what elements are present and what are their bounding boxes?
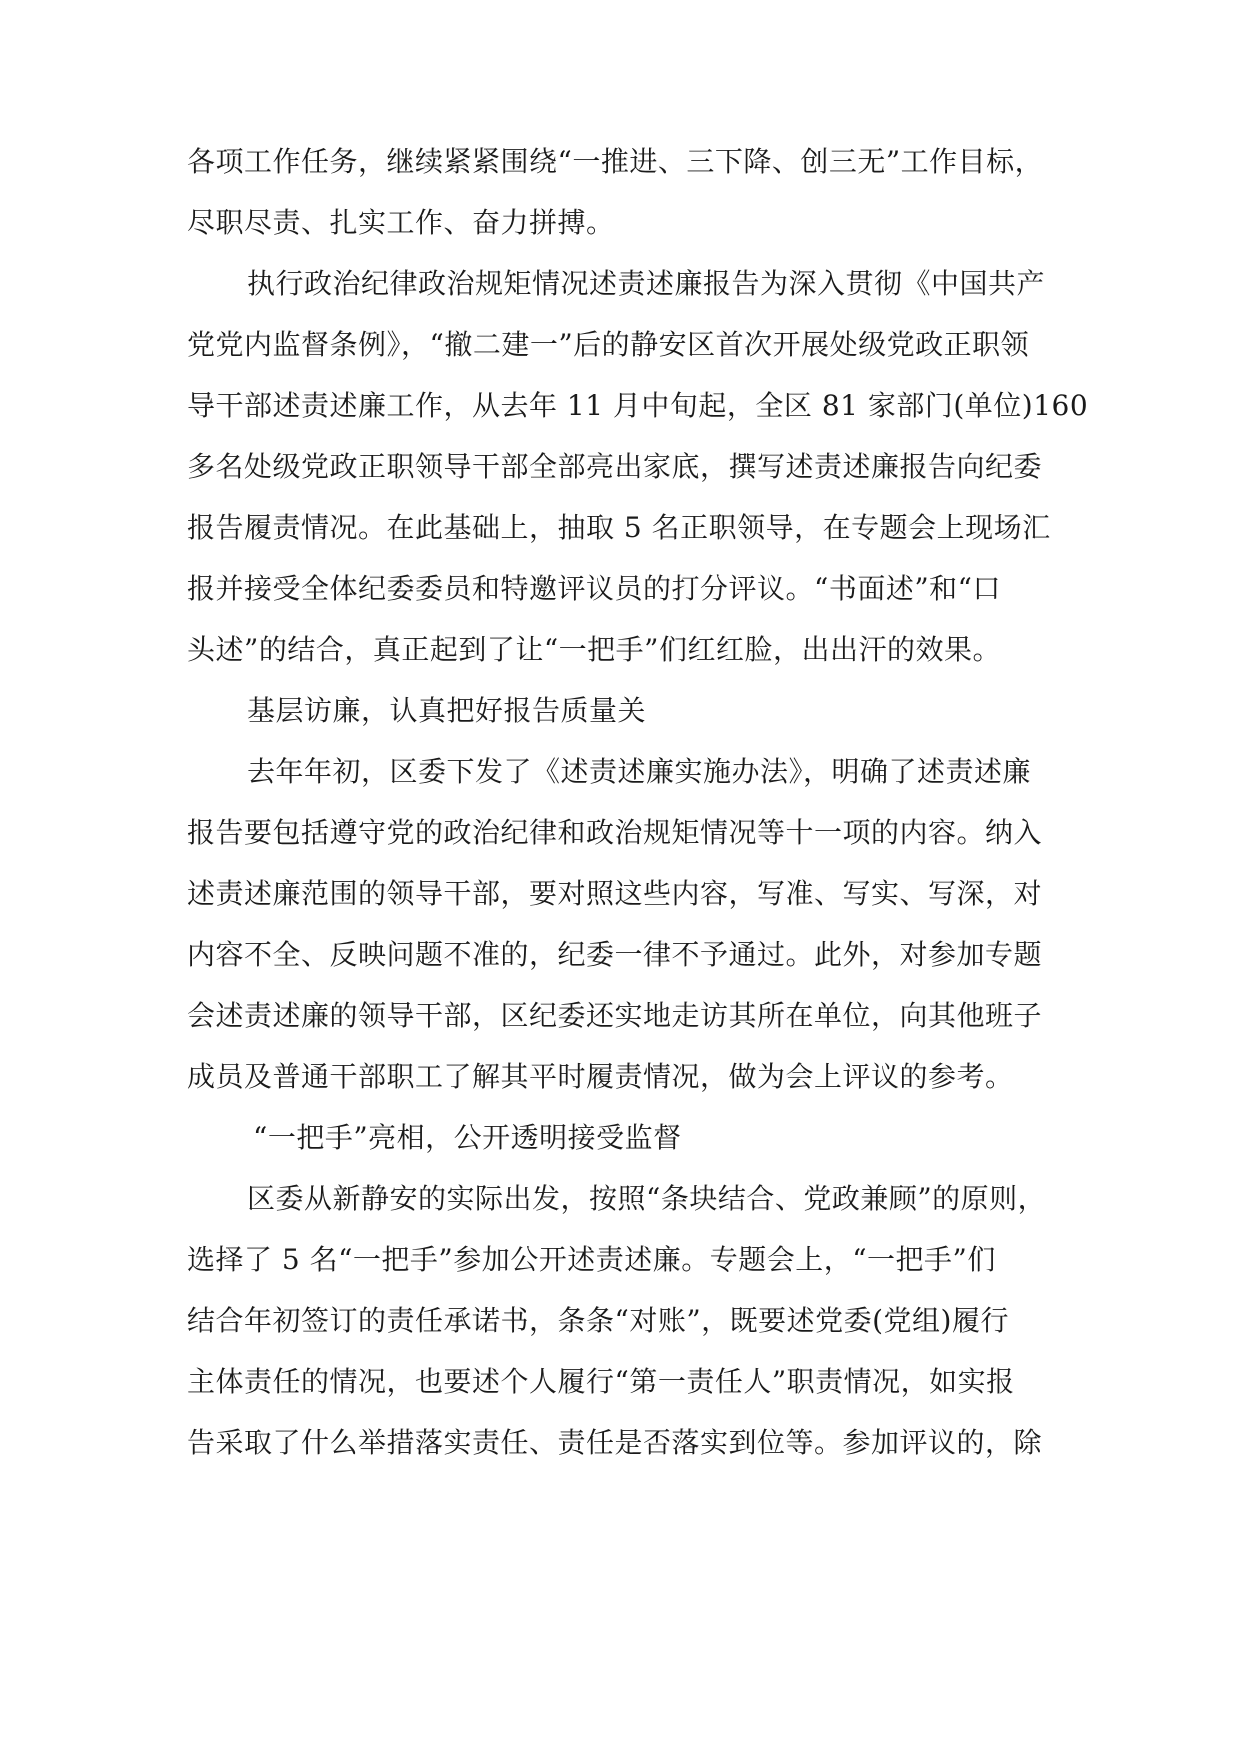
body-text-line: 导干部述责述廉工作，从去年 11 月中旬起，全区 81 家部门(单位)160 [187,389,1089,422]
body-text-line: 结合年初签订的责任承诺书，条条“对账”，既要述党委(党组)履行 [187,1304,1009,1337]
body-text-line: 主体责任的情况，也要述个人履行“第一责任人”职责情况，如实报 [187,1365,1015,1398]
body-text-line: 党党内监督条例》，“撤二建一”后的静安区首次开展处级党政正职领 [187,328,1030,361]
body-text-line: 内容不全、反映问题不准的，纪委一律不予通过。此外，对参加专题 [187,938,1043,971]
section-heading: 基层访廉，认真把好报告质量关 [247,694,647,727]
paragraph-first-line: 去年年初，区委下发了《述责述廉实施办法》，明确了述责述廉 [247,755,1032,788]
body-text-line: 尽职尽责、扎实工作、奋力拼搏。 [187,206,615,239]
body-text-line: 头述”的结合，真正起到了让“一把手”们红红脸，出出汗的效果。 [187,633,1001,666]
body-text-line: 报并接受全体纪委委员和特邀评议员的打分评议。“书面述”和“口 [187,572,1001,605]
section-heading: “一把手”亮相，公开透明接受监督 [253,1121,682,1154]
body-text-line: 报告履责情况。在此基础上，抽取 5 名正职领导，在专题会上现场汇 [187,511,1051,544]
body-text-line: 各项工作任务，继续紧紧围绕“一推进、三下降、创三无”工作目标， [187,145,1044,178]
body-text-line: 告采取了什么举措落实责任、责任是否落实到位等。参加评议的，除 [187,1426,1043,1459]
paragraph-first-line: 执行政治纪律政治规矩情况述责述廉报告为深入贯彻《中国共产 [247,267,1046,300]
body-text-line: 成员及普通干部职工了解其平时履责情况，做为会上评议的参考。 [187,1060,1014,1093]
body-text-line: 会述责述廉的领导干部，区纪委还实地走访其所在单位，向其他班子 [187,999,1043,1032]
body-text-line: 报告要包括遵守党的政治纪律和政治规矩情况等十一项的内容。纳入 [187,816,1043,849]
body-text-line: 多名处级党政正职领导干部全部亮出家底，撰写述责述廉报告向纪委 [187,450,1043,483]
body-text-line: 选择了 5 名“一把手”参加公开述责述廉。专题会上，“一把手”们 [187,1243,996,1276]
body-text-line: 述责述廉范围的领导干部，要对照这些内容，写准、写实、写深，对 [187,877,1043,910]
paragraph-first-line: 区委从新静安的实际出发，按照“条块结合、党政兼顾”的原则， [247,1182,1047,1215]
